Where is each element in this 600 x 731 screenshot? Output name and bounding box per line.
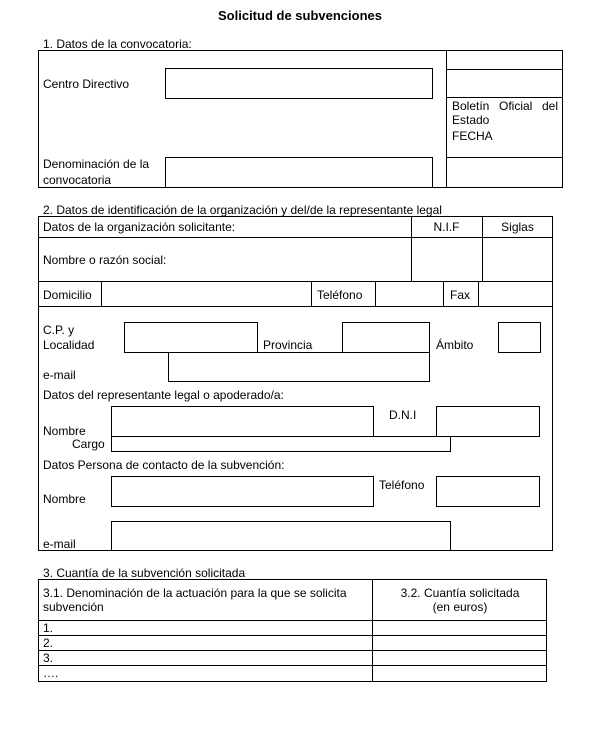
cp-localidad-field[interactable] [124, 322, 258, 353]
cp-label-line2: Localidad [43, 338, 95, 352]
telefono-label: Teléfono [317, 288, 363, 302]
siglas-field[interactable] [483, 238, 552, 282]
centro-directivo-field[interactable] [165, 68, 433, 99]
dni-field[interactable] [436, 406, 540, 437]
domicilio-field[interactable] [101, 281, 312, 307]
centro-directivo-label: Centro Directivo [43, 77, 130, 91]
section3-amount-cell[interactable] [373, 621, 547, 635]
section3-col1-header-line2: subvención [43, 600, 104, 614]
rep-nombre-field[interactable] [111, 406, 374, 437]
section3-heading: 3. Cuantía de la subvención solicitada [43, 566, 246, 580]
denominacion-label-line1: Denominación de la [43, 157, 150, 171]
boletin-divider-3 [446, 157, 563, 158]
email-label: e-mail [43, 368, 76, 382]
contacto-email-label: e-mail [43, 537, 76, 551]
section3-col2-header-line2: (en euros) [432, 600, 488, 614]
boletin-divider-1 [446, 69, 563, 70]
section3-amount-cell[interactable] [373, 666, 547, 682]
ambito-label: Ámbito [436, 338, 474, 352]
contacto-email-field[interactable] [111, 521, 451, 551]
contacto-telefono-field[interactable] [436, 476, 540, 507]
siglas-label: Siglas [501, 220, 534, 234]
contacto-nombre-field[interactable] [111, 476, 374, 507]
section3-amount-cell[interactable] [373, 651, 547, 665]
section3-col2-header-line1: 3.2. Cuantía solicitada [400, 586, 520, 600]
section3-amount-cell[interactable] [373, 636, 547, 650]
page-title: Solicitud de subvenciones [218, 8, 382, 23]
section3-col1-header-line1: 3.1. Denominación de la actuación para la que se solicita [43, 586, 347, 600]
cp-label-line1: C.P. y [43, 323, 75, 337]
contacto-heading: Datos Persona de contacto de la subvención: [43, 458, 285, 472]
nif-label: N.I.F [433, 220, 460, 234]
section1-heading: 1. Datos de la convocatoria: [43, 37, 192, 51]
email-field[interactable] [168, 352, 430, 382]
cargo-label: Cargo [72, 437, 105, 451]
rep-nombre-label: Nombre [43, 424, 86, 438]
contacto-telefono-label: Teléfono [379, 478, 425, 492]
denominacion-field[interactable] [165, 157, 433, 188]
representante-heading: Datos del representante legal o apoderado/a: [43, 388, 284, 402]
section3-row-label: 2. [43, 636, 54, 650]
nif-field[interactable] [412, 238, 482, 282]
cargo-field[interactable] [111, 436, 451, 452]
contacto-nombre-label: Nombre [43, 492, 86, 506]
dni-label: D.N.I [389, 408, 417, 422]
ambito-field[interactable] [498, 322, 541, 353]
fax-label: Fax [450, 288, 471, 302]
section2-heading: 2. Datos de identificación de la organización y del/de la representante legal [43, 203, 442, 217]
section3-row-label: …. [43, 666, 59, 680]
boletin-label: Boletín Oficial del Estado [452, 99, 558, 127]
denominacion-label-line2: convocatoria [43, 173, 112, 187]
fax-field[interactable] [478, 281, 553, 307]
datos-org-label: Datos de la organización solicitante: [43, 220, 236, 234]
nombre-razon-label: Nombre o razón social: [43, 253, 167, 267]
boletin-divider-2 [446, 97, 563, 98]
domicilio-label: Domicilio [43, 288, 92, 302]
provincia-field[interactable] [342, 322, 430, 353]
telefono-field[interactable] [375, 281, 444, 307]
provincia-label: Provincia [263, 338, 313, 352]
fecha-label: FECHA [452, 129, 493, 143]
section3-row-label: 3. [43, 651, 54, 665]
section3-row-label: 1. [43, 621, 54, 635]
